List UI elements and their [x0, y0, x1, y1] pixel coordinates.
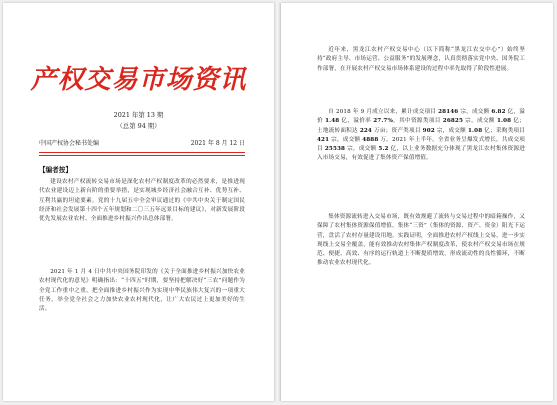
- right-page: [281, 3, 553, 401]
- editor-note-paragraph-1: 建设农村产权流转交易市场是深化农村产权制度改革的必然要求，是推进现代农业建设迈上新台阶的重要举措，是实现城乡经济社会融合互补、优势互补、互利共赢的坦途要素。党的十九届五中全会审议通过的《中共中央关于制定国民经济和社会发展第十四个五年规划和二〇三五年远景目标的建议》，对新发展阶段优先发展农业农村、全面推进乡村振兴作出总体部署。: [39, 179, 245, 223]
- body-paragraph-2: 自 2018 年 9 月成立以来，累计成交项目 28146 宗，成交额 6.82 亿，溢价 1.48 亿，溢价率 27.7%。其中资源类项目 26825 宗，成交额 1.08 亿；土地流转面积达 224 万亩；资产类项目 902 宗，成交额 1.08 亿；采购类项目 421 宗，成交额 4888 万。2021 年上半年，全省业务呈爆发式增长，共成交项目 25538 宗，成交额 5.2 亿，以上业务数据充分体现了黑龙江农村集体资源进入市场交易，有效促进了集体资产保值增值。: [317, 109, 526, 162]
- stat-h1-projects: 25538: [324, 146, 346, 153]
- stat-premium-rate: 27.7%: [373, 118, 393, 125]
- publisher-name: 中国产权协会秘书处编: [39, 140, 100, 147]
- body-paragraph-1: 近年来，黑龙江农村产权交易中心（以下简称“黑龙江农交中心”）始终坚持“政府主导、市场运营、公益服务”的发展理念，认真贯彻落实党中央、国务院工作部署，在开展农村产权交易市场体系建设的过程中率先取得了阶段性进展。: [317, 47, 525, 72]
- editor-note-heading: 【编者按】: [39, 166, 72, 174]
- stat-total-amount: 6.82: [491, 109, 506, 115]
- book-gutter: [274, 3, 281, 401]
- stat-purchase-amount: 4888: [362, 136, 379, 143]
- issue-number: 2021 年第 13 期: [113, 111, 164, 119]
- masthead-title: 产权交易市场资讯: [30, 65, 247, 95]
- publisher-row: [39, 140, 245, 148]
- stat-land-area: 224: [359, 127, 372, 134]
- stat-h1-amount: 5.2: [378, 146, 389, 153]
- stat-asset-amount: 1.08: [468, 127, 483, 134]
- issue-total: （总第 94 期）: [116, 122, 161, 130]
- masthead-rule-thin: [39, 155, 245, 156]
- publish-date: 2021 年 8 月 12 日: [190, 140, 245, 147]
- body-paragraph-3: 集体资源流转进入交易市场，既有效规避了流转与交易过程中的暗箱操作，又保障了农村集体资源保值增值。集体“三资”（集体的资源、资产、资金）阳光下运营，盘活了农村存量建设用地。实践证明，全面推进农村产权线上交易，进一步实现线上交易全覆盖，能有效推动农村集体产权制度改革，使农村产权交易市场在规范、便捷、高效、有序的运行轨道上不断提质增效，形成流动性的良性循环，不断推动农业农村现代化。: [317, 214, 525, 267]
- stat-resource-amount: 1.08: [496, 118, 512, 125]
- stat-resource-projects: 26825: [442, 118, 464, 125]
- masthead-rule-thick: [39, 152, 245, 153]
- stat-purchase-projects: 421: [317, 136, 330, 143]
- stat-premium: 1.48: [325, 118, 340, 125]
- stat-asset-projects: 902: [422, 127, 435, 134]
- stat-total-projects: 28146: [438, 109, 459, 115]
- left-page: [3, 3, 274, 401]
- editor-note-paragraph-2: 2021 年 1 月 4 日中共中央国务院印发的《关于全面推进乡村振兴加快农业农村现代化的意见》明确指出：“十四五”时期，要坚持把解决好“三农”问题作为全党工作重中之重，把全面推进乡村振兴作为实现中华民族伟大复兴的一项重大任务，举全党全社会之力加快农业农村现代化，让广大农民过上更加美好的生活。: [39, 269, 245, 313]
